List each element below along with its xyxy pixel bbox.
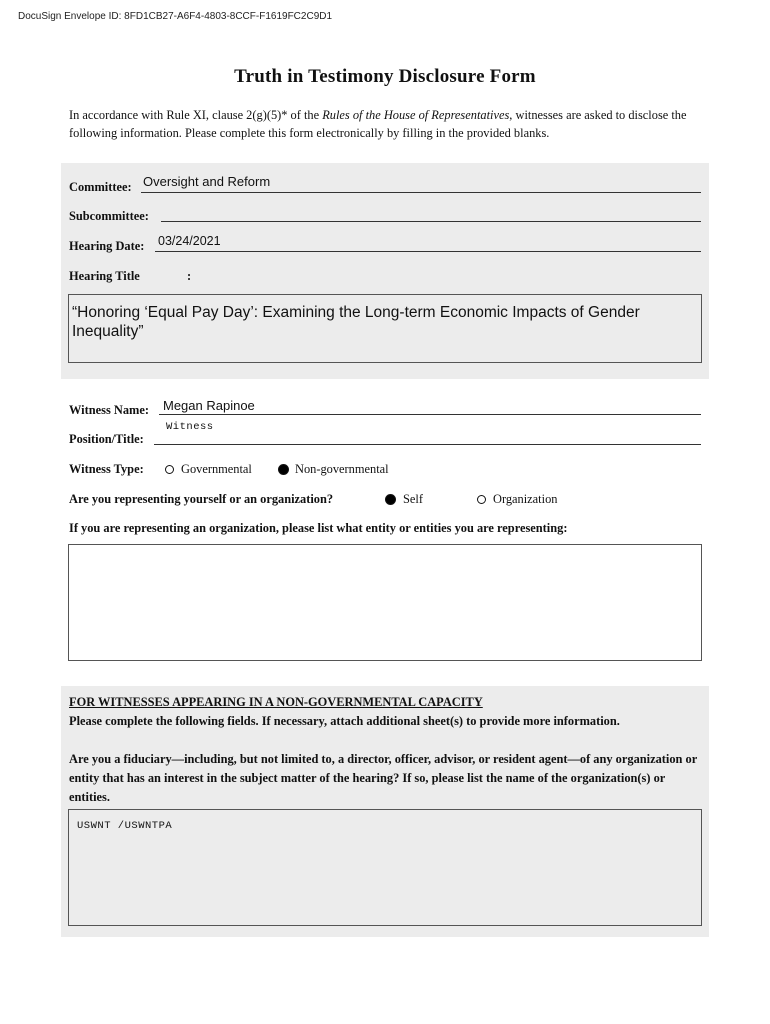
- hearing-title-colon: :: [187, 269, 192, 283]
- hearing-title-label: Hearing Title: [69, 269, 140, 283]
- representing-organization-option[interactable]: [477, 492, 557, 507]
- witness-name-field[interactable]: Megan Rapinoe: [163, 398, 255, 413]
- hearing-date-label: Hearing Date:: [69, 239, 145, 253]
- subcommittee-field-line[interactable]: [161, 221, 701, 222]
- committee-field[interactable]: Oversight and Reform: [143, 174, 271, 189]
- fiduciary-question: Are you a fiduciary—including, but not limited to, a director, officer, advisor, or resident agent—of any organization or entity that has an interest in the subject matter of the hearing? If so, please list the name of the organization(s) or entities.: [69, 752, 698, 804]
- witness-name-field-line[interactable]: [159, 414, 701, 415]
- intro-text-1: In accordance with Rule XI, clause 2(g)(5)* of the: [69, 108, 323, 122]
- hearing-date-field[interactable]: 03/24/2021: [158, 234, 221, 248]
- self-label: Self: [403, 492, 423, 506]
- entities-field[interactable]: [68, 544, 702, 661]
- subcommittee-label: Subcommittee:: [69, 209, 149, 223]
- docusign-envelope-id: DocuSign Envelope ID: 8FD1CB27-A6F4-4803-8CCF-F1619FC2C9D1: [18, 11, 333, 22]
- non-governmental-label: Non-governmental: [295, 462, 389, 476]
- governmental-radio[interactable]: [165, 465, 174, 474]
- committee-label: Committee:: [69, 180, 132, 194]
- form-title: Truth in Testimony Disclosure Form: [234, 66, 536, 87]
- self-radio[interactable]: [385, 494, 396, 505]
- intro-paragraph: [69, 106, 709, 142]
- committee-field-line[interactable]: [141, 192, 701, 193]
- hearing-date-field-line[interactable]: [155, 251, 701, 252]
- position-title-label: Position/Title:: [69, 432, 144, 446]
- entities-value: [69, 545, 701, 553]
- intro-rules-italic: Rules of the House of Representatives: [322, 108, 510, 122]
- witness-name-label: Witness Name:: [69, 403, 149, 417]
- hearing-title-value: “Honoring ‘Equal Pay Day’: Examining the Long-term Economic Impacts of Gender Inequality”: [72, 304, 640, 340]
- fiduciary-answer-box[interactable]: [68, 809, 702, 926]
- non-governmental-instructions: Please complete the following fields. If necessary, attach additional sheet(s) to provide more information.: [69, 714, 620, 728]
- witness-type-label: Witness Type:: [69, 462, 144, 476]
- governmental-label: Governmental: [181, 462, 252, 476]
- witness-type-nongovernmental-option[interactable]: [278, 462, 389, 477]
- organization-label: Organization: [493, 492, 558, 506]
- intro-text-2: , witnesses are asked to disclose the following information. Please complete this form electronically by filling in the provided blanks.: [69, 108, 687, 140]
- hearing-title-box[interactable]: [68, 294, 702, 363]
- position-title-field-line[interactable]: [154, 444, 701, 445]
- organization-radio[interactable]: [477, 495, 486, 504]
- entities-question: If you are representing an organization, please list what entity or entities you are representing:: [69, 521, 568, 535]
- fiduciary-answer: USWNT /USWNTPA: [77, 820, 173, 832]
- non-governmental-radio[interactable]: [278, 464, 289, 475]
- witness-type-governmental-option[interactable]: [165, 462, 252, 477]
- representing-question: Are you representing yourself or an organization?: [69, 492, 334, 506]
- non-governmental-heading: FOR WITNESSES APPEARING IN A NON-GOVERNMENTAL CAPACITY: [69, 695, 483, 709]
- representing-self-option[interactable]: [385, 492, 423, 507]
- position-title-field[interactable]: Witness: [166, 421, 214, 433]
